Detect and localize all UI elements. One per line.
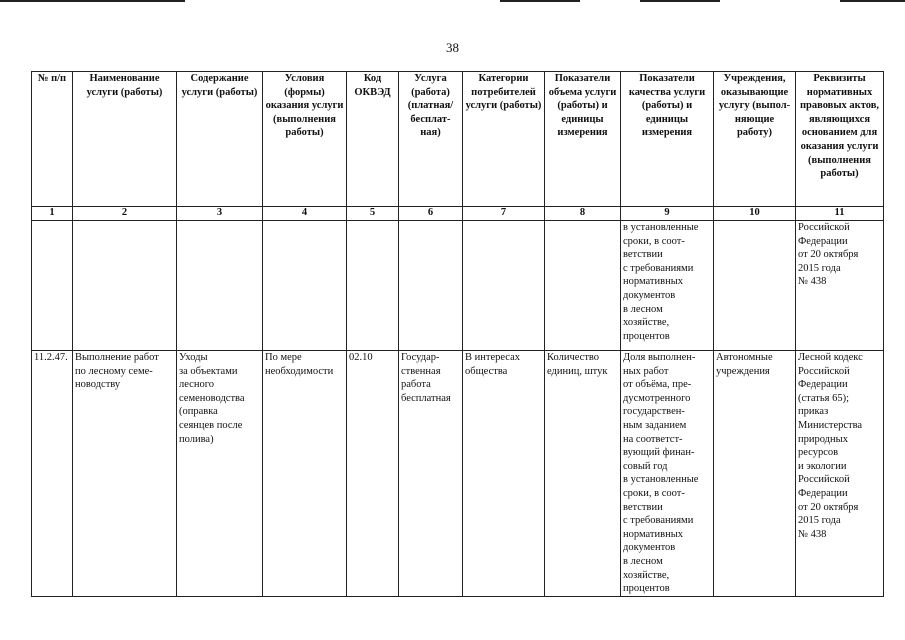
header-cell: Показатели объема услуги (работы) и единицы измерения [545,72,621,207]
column-number: 9 [621,207,714,221]
okved-code-cell: 02.10 [347,351,399,597]
header-row [32,72,884,207]
header-cell: Учреждения, оказывающие услугу (выпол- няющие работу) [714,72,796,207]
column-number: 8 [545,207,621,221]
paid-free-cell: Государ- ственная работа бесплатная [399,351,463,597]
table-row [32,351,884,597]
top-border-line [0,0,185,2]
table-cell [263,221,347,351]
table-cell [177,221,263,351]
continuation-row [32,221,884,351]
volume-indicators-cell: Количество единиц, штук [545,351,621,597]
quality-indicators-cell: Доля выполнен- ных работ от объёма, пре- дусмотренного государствен- ным заданием на соответст- вующий финан- совый год в установленные сроки, в соот- ветствии с требованиями нормативных документов в лесном хозяйстве, процентов [621,351,714,597]
column-number: 4 [263,207,347,221]
column-number: 2 [73,207,177,221]
top-border-line [500,0,580,2]
header-cell: Наименование услуги (работы) [73,72,177,207]
legal-acts-cell: Лесной кодекс Российской Федерации (статья 65); приказ Министерства природных ресурсов и экологии Российской Федерации от 20 октября 2015 года № 438 [796,351,884,597]
column-number: 7 [463,207,545,221]
column-number: 1 [32,207,73,221]
table-cell [73,221,177,351]
column-number: 11 [796,207,884,221]
table-cell [545,221,621,351]
page-number: 38 [446,40,459,55]
quality-indicators-cell: в установленные сроки, в соот- ветствии с требованиями нормативных документов в лесном хозяйстве, процентов [621,221,714,351]
institutions-cell: Автономные учреждения [714,351,796,597]
table-cell [714,221,796,351]
top-border-line [840,0,905,2]
header-cell: Реквизиты нормативных правовых актов, являющихся основанием для оказания услуги (выполнения работы) [796,72,884,207]
legal-acts-cell: Российской Федерации от 20 октября 2015 года № 438 [796,221,884,351]
table-cell [347,221,399,351]
header-cell: Показатели качества услуги (работы) и единицы измерения [621,72,714,207]
conditions-cell: По мере необходимости [263,351,347,597]
header-cell: № п/п [32,72,73,207]
column-number: 5 [347,207,399,221]
header-cell: Код ОКВЭД [347,72,399,207]
consumer-category-cell: В интересах общества [463,351,545,597]
header-cell: Содержание услуги (работы) [177,72,263,207]
service-content-cell: Уходы за объектами лесного семеноводства (оправка сеянцев после полива) [177,351,263,597]
services-table [31,71,884,597]
column-number: 3 [177,207,263,221]
header-cell: Условия (формы) оказания услуги (выполнения работы) [263,72,347,207]
item-number-cell: 11.2.47. [32,351,73,597]
top-border-line [640,0,720,2]
table-cell [463,221,545,351]
column-number: 6 [399,207,463,221]
table-cell [399,221,463,351]
service-name-cell: Выполнение работ по лесному семе- новодству [73,351,177,597]
header-cell: Категории потребителей услуги (работы) [463,72,545,207]
header-cell: Услуга (работа) (платная/ бесплат- ная) [399,72,463,207]
column-number-row [32,207,884,221]
column-number: 10 [714,207,796,221]
table-cell [32,221,73,351]
